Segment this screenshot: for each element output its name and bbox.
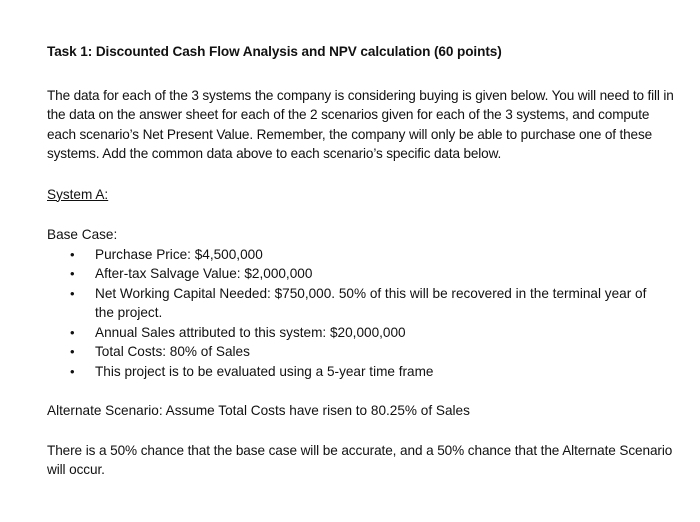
time-frame-text: This project is to be evaluated using a 5-year time frame bbox=[95, 363, 434, 379]
system-a-heading: System A: bbox=[47, 186, 109, 202]
working-capital-text: Net Working Capital Needed: $750,000. 50% of this will be recovered in the terminal year of the project. bbox=[95, 285, 647, 320]
list-item bbox=[47, 264, 657, 284]
total-costs-text: Total Costs: 80% of Sales bbox=[95, 344, 250, 359]
document-content bbox=[47, 42, 677, 480]
alternate-scenario-text: Alternate Scenario: Assume Total Costs have risen to 80.25% of Sales bbox=[47, 403, 470, 418]
probability-text: There is a 50% chance that the base case will be accurate, and a 50% chance that the Alternate Scenario will occur. bbox=[47, 442, 673, 477]
base-case-list bbox=[47, 245, 677, 382]
list-item bbox=[47, 362, 657, 382]
task-intro-paragraph: The data for each of the 3 systems the company is considering buying is given below. You will need to fill in the data on the answer sheet for each of the 2 scenarios given for each of the 3 systems, and compute each scenario’s Net Present Value. Remember, the company will only be able to purchase one of these systems. Add the common data above to each scenario’s specific data below. bbox=[47, 87, 674, 161]
bullet-icon: • bbox=[70, 363, 75, 379]
list-item bbox=[47, 323, 657, 343]
salvage-value-text: After-tax Salvage Value: $2,000,000 bbox=[95, 266, 313, 281]
bullet-icon: • bbox=[70, 246, 75, 262]
bullet-icon: • bbox=[70, 266, 75, 281]
list-item bbox=[47, 245, 657, 265]
list-item bbox=[47, 342, 657, 362]
base-case-label: Base Case: bbox=[47, 227, 118, 242]
bullet-icon: • bbox=[70, 344, 75, 359]
annual-sales-text: Annual Sales attributed to this system: $20,000,000 bbox=[95, 324, 406, 340]
purchase-price-text: Purchase Price: $4,500,000 bbox=[95, 246, 263, 262]
task-title: Task 1: Discounted Cash Flow Analysis and NPV calculation (60 points) bbox=[47, 44, 502, 59]
bullet-icon: • bbox=[70, 285, 75, 301]
bullet-icon: • bbox=[70, 324, 75, 340]
list-item bbox=[47, 284, 657, 323]
